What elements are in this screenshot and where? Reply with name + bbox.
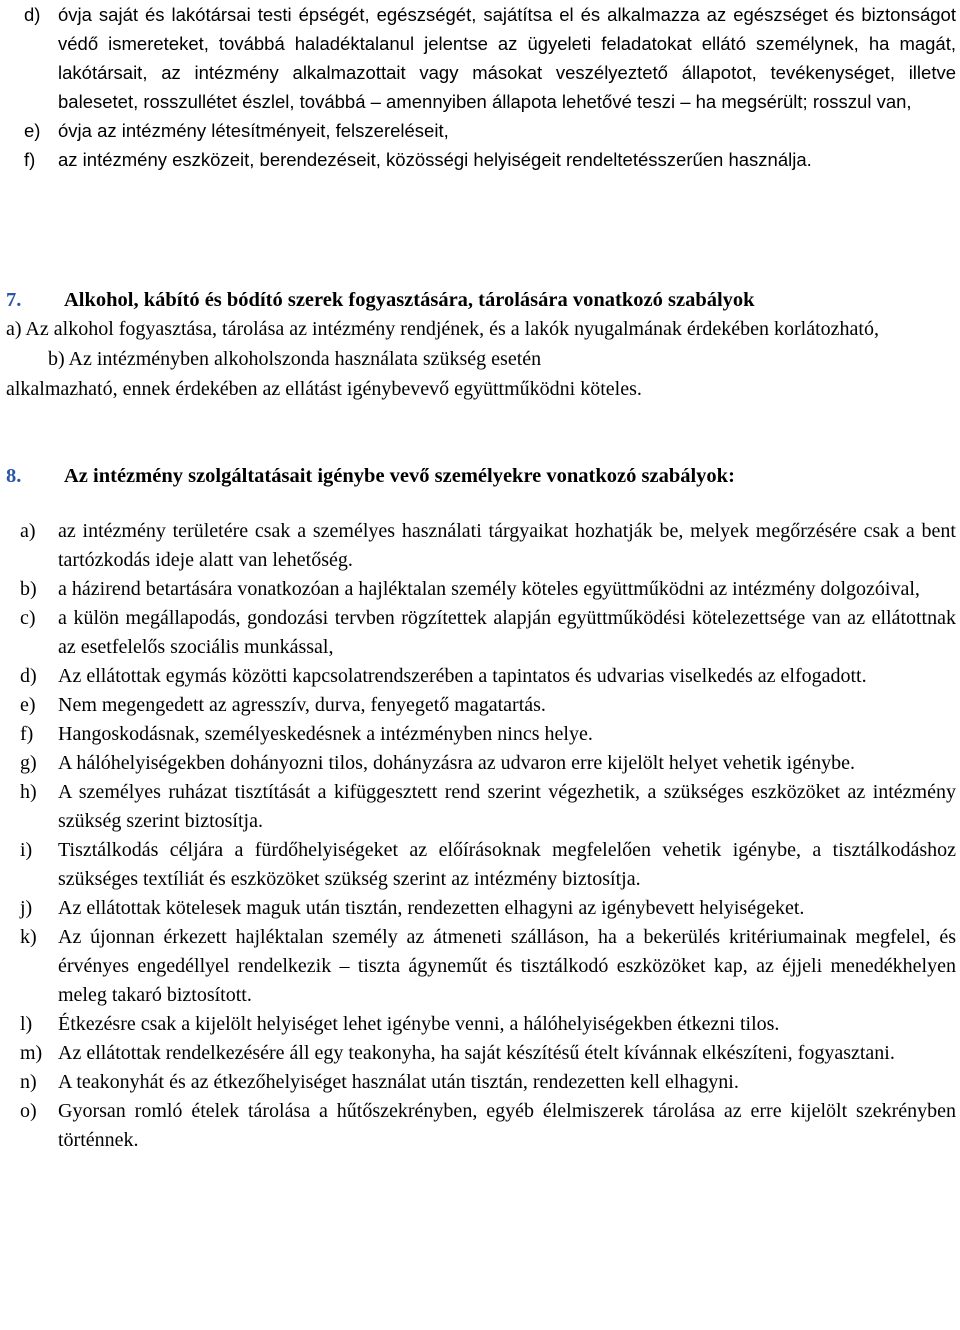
list-marker: e) [20,694,36,716]
list-marker: l) [20,1013,33,1035]
list-item-text: Az ellátottak egymás közötti kapcsolatrendszerében a tapintatos és udvarias viselkedés az elfogadott. [58,665,867,687]
list-marker: f) [20,723,34,745]
list-marker: g) [20,752,37,774]
list-item [20,749,956,778]
list-item [20,604,956,662]
list-item-text: az intézmény területére csak a személyes használati tárgyaikat hozhatják be, melyek megőrzésére csak a bent tartózkodás ideje alatt van lehetőség. [58,520,956,571]
section-7-heading [6,286,755,314]
list-item [20,1097,956,1155]
rules-list-continued [24,0,956,174]
section-8-heading [6,462,735,490]
list-item [20,923,956,1010]
list-item-text: Az újonnan érkezett hajléktalan személy az átmeneti szálláson, ha a bekerülés kritériumainak megfelel, és érvényes engedéllyel rendelkezik – tiszta ágyneműt és tisztálkodó eszközöket kap, az éjjeli menedékhelyen meleg takaró biztosított. [58,926,956,1006]
list-marker: e) [24,120,41,141]
section-title: Alkohol, kábító és bódító szerek fogyasztására, tárolására vonatkozó szabályok [64,289,755,311]
paragraph-a: a) Az alkohol fogyasztása, tárolása az intézmény rendjének, és a lakók nyugalmának érdekében korlátozható, [6,318,879,340]
paragraph-b-line1: b) Az intézményben alkoholszonda használata szükség esetén [48,348,542,370]
list-item-text: A hálóhelyiségekben dohányozni tilos, dohányzásra az udvaron erre kijelölt helyet vehetik igénybe. [58,752,855,774]
list-item [20,720,956,749]
list-marker: n) [20,1071,37,1093]
list-item [20,1010,956,1039]
list-marker: m) [20,1042,43,1064]
list-item-text: óvja az intézmény létesítményeit, felszereléseit, [58,120,449,141]
list-item [20,662,956,691]
list-item [20,517,956,575]
section-number: 7. [6,289,22,311]
list-item-text: A teakonyhát és az étkezőhelyiséget használat után tisztán, rendezetten kell elhagyni. [58,1071,739,1093]
list-item-text: Az ellátottak kötelesek maguk után tisztán, rendezetten elhagyni az igénybevett helyiségeket. [58,897,805,919]
list-item-text: Az ellátottak rendelkezésére áll egy teakonyha, ha saját készítésű ételt kívánnak elkészíteni, fogyasztani. [58,1042,895,1064]
list-item-text: Hangoskodásnak, személyeskedésnek a intézményben nincs helye. [58,723,593,745]
list-item-text: a külön megállapodás, gondozási tervben rögzítettek alapján együttműködési kötelezettsége van az ellátottnak az esetfelelős szociális munkással, [58,607,956,658]
list-item-text: Tisztálkodás céljára a fürdőhelyiségeket az előírásoknak megfelelően vehetik igénybe, a tisztálkodáshoz szükséges textíliát és eszközöket szükség szerint az intézmény biztosítja. [58,839,956,890]
list-marker: j) [20,897,33,919]
list-item [20,1039,956,1068]
list-marker: i) [20,839,33,861]
list-item [24,145,956,174]
list-item-text: Gyorsan romló ételek tárolása a hűtőszekrényben, egyéb élelmiszerek tárolása az erre kijelölt szekrényben történnek. [58,1100,956,1151]
list-marker: a) [20,520,36,542]
list-item [24,116,956,145]
section-8-rules-list [20,517,956,1155]
list-item [24,0,956,116]
list-item [20,894,956,923]
section-7-body [6,314,956,404]
list-marker: k) [20,926,37,948]
list-item-text: Nem megengedett az agresszív, durva, fenyegető magatartás. [58,694,546,716]
section-number: 8. [6,465,22,487]
list-item [20,575,956,604]
list-item-text: a házirend betartására vonatkozóan a hajléktalan személy köteles együttműködni az intézmény dolgozóival, [58,578,920,600]
list-marker: c) [20,607,36,629]
paragraph-b-line2: alkalmazható, ennek érdekében az ellátást igénybevevő együttműködni köteles. [6,378,642,400]
list-item-text: Étkezésre csak a kijelölt helyiséget lehet igénybe venni, a hálóhelyiségekben étkezni tilos. [58,1013,780,1035]
list-item-text: óvja saját és lakótársai testi épségét, egészségét, sajátítsa el és alkalmazza az egészséget és biztonságot védő ismereteket, továbbá haladéktalanul jelentse az ügyeleti feladatokat ellátó személynek, ha magát, lakótársait, az intézmény alkalmazottait vagy másokat veszélyeztető állapotot, tevékenységet, illetve balesetet, rosszullétet észlel, továbbá – amennyiben állapota lehetővé teszi – ha megsérült; rosszul van, [58,4,956,112]
list-item [20,778,956,836]
list-item [20,1068,956,1097]
list-item-text: A személyes ruházat tisztítását a kifüggesztett rend szerint végezhetik, a szükséges eszközöket az intézmény szükség szerint biztosítja. [58,781,956,832]
list-marker: f) [24,149,36,170]
list-marker: d) [24,4,41,25]
list-marker: d) [20,665,37,687]
list-item-text: az intézmény eszközeit, berendezéseit, közösségi helyiségeit rendeltetésszerűen használja. [58,149,812,170]
list-marker: o) [20,1100,37,1122]
list-marker: h) [20,781,37,803]
list-item [20,836,956,894]
list-marker: b) [20,578,37,600]
section-title: Az intézmény szolgáltatásait igénybe vevő személyekre vonatkozó szabályok: [64,465,735,487]
list-item [20,691,956,720]
